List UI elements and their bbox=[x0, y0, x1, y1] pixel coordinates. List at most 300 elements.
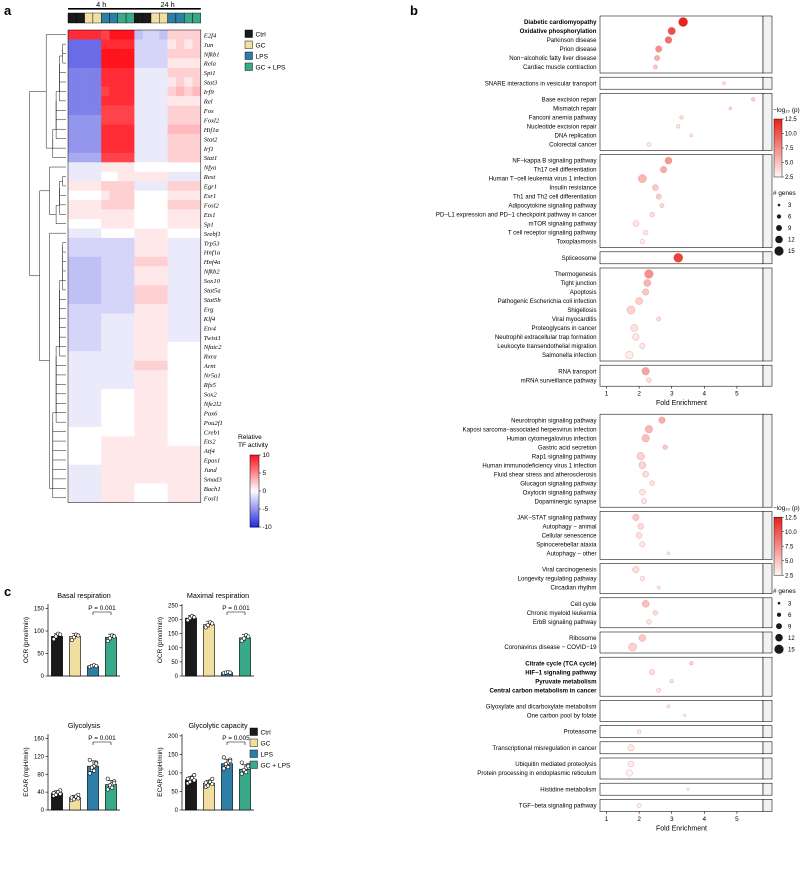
heatmap-cell bbox=[126, 446, 135, 456]
heatmap-cell bbox=[193, 106, 202, 116]
heatmap-cell bbox=[176, 493, 185, 503]
kegg-term-label: mTOR signaling pathway bbox=[528, 220, 597, 228]
heatmap-cell bbox=[93, 96, 102, 106]
heatmap-cell bbox=[101, 68, 110, 78]
heatmap-cell bbox=[184, 408, 193, 418]
heatmap-cell bbox=[184, 314, 193, 324]
heatmap-cell bbox=[76, 228, 85, 238]
heatmap-cell bbox=[85, 210, 94, 220]
heatmap-cell bbox=[134, 143, 143, 153]
heatmap-cell bbox=[193, 285, 202, 295]
kegg-dot bbox=[642, 600, 649, 607]
heatmap-cell bbox=[176, 332, 185, 342]
kegg-block bbox=[600, 783, 772, 795]
legend-size-tick: 9 bbox=[788, 226, 792, 233]
heatmap-cell bbox=[134, 351, 143, 361]
tf-label: Hif1a bbox=[203, 126, 219, 134]
legend-label: GC + LPS bbox=[255, 64, 286, 72]
heatmap-cell bbox=[68, 474, 77, 484]
heatmap-cell bbox=[159, 228, 168, 238]
heatmap-cell bbox=[151, 408, 160, 418]
heatmap-cell bbox=[168, 96, 177, 106]
x-tick-label: 5 bbox=[735, 390, 739, 398]
kegg-dot bbox=[628, 761, 634, 767]
kegg-term-label: Central carbon metabolism in cancer bbox=[489, 687, 597, 695]
heatmap-cell bbox=[143, 257, 152, 267]
legend-size-dot bbox=[775, 236, 783, 244]
heatmap-cell bbox=[176, 484, 185, 494]
heatmap-cell bbox=[68, 68, 77, 78]
legend-pvalue-tick: 5.0 bbox=[785, 558, 794, 565]
heatmap-cell bbox=[151, 493, 160, 503]
heatmap-cell bbox=[134, 446, 143, 456]
y-tick-label: 0 bbox=[174, 808, 178, 815]
kegg-dot bbox=[652, 185, 658, 191]
heatmap-cell bbox=[176, 219, 185, 229]
kegg-term-label: Viral myocarditis bbox=[551, 316, 597, 324]
data-point bbox=[88, 772, 91, 775]
tf-label: Sp1 bbox=[203, 221, 214, 229]
kegg-dot bbox=[633, 334, 639, 340]
heatmap-cell bbox=[126, 134, 135, 144]
heatmap-cell bbox=[168, 493, 177, 503]
heatmap-cell bbox=[93, 172, 102, 182]
heatmap-cell bbox=[134, 219, 143, 229]
heatmap-cell bbox=[101, 389, 110, 399]
heatmap-cell bbox=[151, 68, 160, 78]
heatmap-cell bbox=[134, 87, 143, 97]
heatmap-cell bbox=[101, 125, 110, 135]
kegg-term-label: Leukocyte transendothelial migration bbox=[497, 343, 597, 351]
tf-label: Etv4 bbox=[203, 325, 216, 333]
heatmap-cell bbox=[76, 58, 85, 68]
column-group-swatch bbox=[176, 13, 184, 23]
heatmap-cell bbox=[151, 228, 160, 238]
heatmap-cell bbox=[143, 389, 152, 399]
heatmap-cell bbox=[110, 228, 119, 238]
kegg-dot bbox=[680, 116, 684, 120]
kegg-term-label: HIF−1 signaling pathway bbox=[525, 669, 597, 677]
colorbar-title: Relative bbox=[238, 434, 262, 441]
heatmap-cell bbox=[93, 332, 102, 342]
heatmap-cell bbox=[110, 465, 119, 475]
kegg-term-label: Non−alcoholic fatty liver disease bbox=[509, 55, 597, 63]
heatmap-cell bbox=[110, 191, 119, 201]
heatmap-cell bbox=[151, 266, 160, 276]
heatmap-cell bbox=[184, 87, 193, 97]
legend-swatch-gc bbox=[250, 739, 258, 747]
tf-label: Pax6 bbox=[203, 410, 218, 418]
heatmap-cell bbox=[101, 143, 110, 153]
heatmap-cell bbox=[85, 446, 94, 456]
heatmap-cell bbox=[193, 134, 202, 144]
kegg-dot bbox=[647, 619, 652, 624]
legend-size-dot bbox=[776, 225, 782, 231]
kegg-term-label: Base excision repair bbox=[541, 96, 597, 104]
heatmap-cell bbox=[184, 276, 193, 286]
heatmap-cell bbox=[118, 134, 127, 144]
data-point bbox=[224, 762, 227, 765]
heatmap-cell bbox=[76, 436, 85, 446]
heatmap-cell bbox=[76, 389, 85, 399]
heatmap-cell bbox=[184, 153, 193, 163]
y-tick-label: 100 bbox=[167, 771, 178, 778]
y-tick-label: 40 bbox=[37, 790, 44, 797]
kegg-term-label: Toxoplasmosis bbox=[556, 238, 597, 246]
legend-label: GC bbox=[255, 42, 266, 50]
heatmap-cell bbox=[159, 96, 168, 106]
heatmap-cell bbox=[93, 134, 102, 144]
heatmap-cell bbox=[76, 323, 85, 333]
heatmap-cell bbox=[76, 465, 85, 475]
heatmap-cell bbox=[118, 417, 127, 427]
heatmap-cell bbox=[76, 247, 85, 257]
data-point bbox=[211, 782, 214, 785]
heatmap-cell bbox=[110, 493, 119, 503]
heatmap-cell bbox=[159, 484, 168, 494]
legend-size-dot bbox=[778, 204, 781, 207]
column-group-swatch bbox=[118, 13, 126, 23]
legend-size-tick: 6 bbox=[788, 612, 792, 619]
heatmap-cell bbox=[176, 304, 185, 314]
tf-label: Ets1 bbox=[203, 211, 216, 219]
kegg-dot bbox=[655, 46, 661, 52]
y-tick-label: 0 bbox=[174, 674, 178, 681]
kegg-term-label: Oxytocin signaling pathway bbox=[522, 489, 597, 497]
heatmap-cell bbox=[143, 106, 152, 116]
heatmap-cell bbox=[168, 162, 177, 172]
heatmap-cell bbox=[193, 408, 202, 418]
kegg-dot bbox=[638, 523, 644, 529]
heatmap-cell bbox=[193, 370, 202, 380]
kegg-dot bbox=[654, 55, 659, 60]
kegg-dot bbox=[657, 688, 661, 692]
heatmap-cell bbox=[110, 314, 119, 324]
heatmap-cell bbox=[85, 153, 94, 163]
heatmap-cell bbox=[168, 125, 177, 135]
heatmap-cell bbox=[193, 295, 202, 305]
heatmap-cell bbox=[193, 361, 202, 371]
heatmap-cell bbox=[68, 200, 77, 210]
heatmap-cell bbox=[193, 332, 202, 342]
heatmap-cell bbox=[101, 285, 110, 295]
panel-b-dotplot bbox=[408, 0, 800, 869]
heatmap-cell bbox=[101, 191, 110, 201]
heatmap-cell bbox=[151, 370, 160, 380]
heatmap-cell bbox=[85, 417, 94, 427]
heatmap-cell bbox=[93, 484, 102, 494]
heatmap-cell bbox=[110, 455, 119, 465]
heatmap-cell bbox=[134, 181, 143, 191]
kegg-dot bbox=[633, 221, 639, 227]
tf-label: Fos bbox=[203, 107, 214, 115]
heatmap-cell bbox=[159, 493, 168, 503]
heatmap-cell bbox=[159, 446, 168, 456]
heatmap-cell bbox=[143, 96, 152, 106]
heatmap-cell bbox=[143, 125, 152, 135]
x-tick-label: 4 bbox=[702, 390, 707, 398]
heatmap-cell bbox=[93, 68, 102, 78]
tf-label: Nfe2l2 bbox=[203, 400, 222, 408]
heatmap-cell bbox=[193, 219, 202, 229]
kegg-block bbox=[600, 726, 772, 738]
heatmap-cell bbox=[126, 191, 135, 201]
colorbar-tick: -10 bbox=[262, 524, 272, 532]
heatmap-cell bbox=[168, 399, 177, 409]
heatmap-cell bbox=[159, 380, 168, 390]
heatmap-cell bbox=[168, 380, 177, 390]
heatmap-cell bbox=[93, 162, 102, 172]
heatmap-cell bbox=[184, 125, 193, 135]
heatmap-cell bbox=[168, 474, 177, 484]
y-tick-label: 0 bbox=[40, 808, 44, 815]
heatmap-cell bbox=[184, 68, 193, 78]
tf-label: Nfatc2 bbox=[203, 344, 222, 352]
heatmap-cell bbox=[76, 115, 85, 125]
heatmap-cell bbox=[126, 493, 135, 503]
heatmap-cell bbox=[118, 380, 127, 390]
heatmap-cell bbox=[184, 295, 193, 305]
heatmap-cell bbox=[143, 446, 152, 456]
kegg-block bbox=[600, 700, 772, 721]
heatmap-cell bbox=[126, 408, 135, 418]
kegg-dot bbox=[640, 576, 645, 581]
heatmap-cell bbox=[110, 484, 119, 494]
heatmap-cell bbox=[159, 417, 168, 427]
heatmap-cell bbox=[134, 484, 143, 494]
heatmap-cell bbox=[184, 143, 193, 153]
heatmap-cell bbox=[93, 465, 102, 475]
legend-size-tick: 6 bbox=[788, 214, 792, 221]
heatmap-cell bbox=[184, 238, 193, 248]
legend-size-tick: 3 bbox=[788, 203, 792, 210]
column-group-swatch bbox=[159, 13, 167, 23]
heatmap-cell bbox=[134, 96, 143, 106]
heatmap-cell bbox=[151, 332, 160, 342]
heatmap-cell bbox=[101, 323, 110, 333]
heatmap-cell bbox=[126, 30, 135, 40]
heatmap-cell bbox=[126, 342, 135, 352]
kegg-dot bbox=[660, 203, 664, 207]
heatmap-cell bbox=[176, 399, 185, 409]
heatmap-cell bbox=[85, 436, 94, 446]
heatmap-cell bbox=[126, 238, 135, 248]
heatmap-cell bbox=[68, 323, 77, 333]
heatmap-cell bbox=[93, 257, 102, 267]
kegg-dot bbox=[653, 610, 658, 615]
heatmap-cell bbox=[159, 134, 168, 144]
heatmap-cell bbox=[93, 200, 102, 210]
heatmap-cell bbox=[76, 380, 85, 390]
heatmap-cell bbox=[101, 106, 110, 116]
kegg-dot bbox=[667, 705, 670, 708]
heatmap-cell bbox=[134, 474, 143, 484]
kegg-term-label: DNA replication bbox=[554, 132, 597, 140]
heatmap-cell bbox=[184, 39, 193, 49]
heatmap-cell bbox=[68, 304, 77, 314]
heatmap-cell bbox=[126, 39, 135, 49]
heatmap-cell bbox=[118, 39, 127, 49]
tf-label: Rel bbox=[203, 98, 213, 106]
heatmap-cell bbox=[126, 125, 135, 135]
heatmap-cell bbox=[110, 342, 119, 352]
heatmap-cell bbox=[159, 87, 168, 97]
panel-c-letter: c bbox=[4, 584, 12, 599]
heatmap-cell bbox=[151, 351, 160, 361]
heatmap-cell bbox=[76, 96, 85, 106]
legend-size-dot bbox=[777, 214, 781, 218]
legend-size-tick: 15 bbox=[788, 249, 795, 256]
heatmap-cell bbox=[118, 257, 127, 267]
y-tick-label: 50 bbox=[171, 789, 178, 796]
kegg-dot bbox=[637, 452, 645, 460]
heatmap-cell bbox=[176, 200, 185, 210]
column-group-swatch bbox=[68, 13, 76, 23]
heatmap-cell bbox=[184, 266, 193, 276]
kegg-term-label: Rap1 signaling pathway bbox=[531, 453, 597, 461]
kegg-dot bbox=[636, 298, 643, 305]
heatmap-cell bbox=[193, 172, 202, 182]
heatmap-cell bbox=[151, 276, 160, 286]
heatmap-cell bbox=[168, 323, 177, 333]
heatmap-cell bbox=[176, 30, 185, 40]
legend-size-title: # genes bbox=[773, 190, 796, 197]
tf-label: Rxra bbox=[203, 353, 217, 361]
y-tick-label: 100 bbox=[33, 629, 44, 636]
heatmap-cell bbox=[193, 427, 202, 437]
kegg-term-label: Fluid shear stress and atherosclerosis bbox=[493, 471, 597, 479]
heatmap-cell bbox=[184, 399, 193, 409]
heatmap-cell bbox=[93, 228, 102, 238]
heatmap-cell bbox=[143, 427, 152, 437]
chart-title: Glycolytic capacity bbox=[188, 721, 248, 730]
panel-a-svg bbox=[0, 0, 286, 580]
heatmap-cell bbox=[134, 153, 143, 163]
heatmap-cell bbox=[76, 332, 85, 342]
x-tick-label: 3 bbox=[669, 390, 674, 398]
heatmap-cell bbox=[68, 436, 77, 446]
heatmap-cell bbox=[134, 342, 143, 352]
heatmap-cell bbox=[134, 323, 143, 333]
heatmap-cell bbox=[76, 134, 85, 144]
heatmap-cell bbox=[143, 417, 152, 427]
heatmap-cell bbox=[68, 389, 77, 399]
heatmap-cell bbox=[159, 399, 168, 409]
heatmap-cell bbox=[76, 77, 85, 87]
heatmap-cell bbox=[168, 49, 177, 59]
kegg-block bbox=[600, 657, 772, 696]
heatmap-cell bbox=[68, 30, 77, 40]
legend-pvalue-tick: 10.0 bbox=[785, 529, 797, 536]
data-point bbox=[77, 634, 80, 637]
heatmap-cell bbox=[126, 370, 135, 380]
heatmap-cell bbox=[193, 125, 202, 135]
heatmap-cell bbox=[85, 323, 94, 333]
heatmap-cell bbox=[168, 115, 177, 125]
heatmap-cell bbox=[68, 446, 77, 456]
heatmap-cell bbox=[134, 427, 143, 437]
heatmap-cell bbox=[176, 370, 185, 380]
heatmap-cell bbox=[151, 191, 160, 201]
heatmap-cell bbox=[159, 247, 168, 257]
heatmap-cell bbox=[143, 455, 152, 465]
heatmap-cell bbox=[143, 200, 152, 210]
kegg-term-label: Human T−cell leukemia virus 1 infection bbox=[488, 175, 597, 183]
heatmap-cell bbox=[159, 455, 168, 465]
heatmap-cell bbox=[184, 49, 193, 59]
heatmap-cell bbox=[110, 219, 119, 229]
kegg-term-label: One carbon pool by folate bbox=[526, 712, 597, 720]
legend-size-tick: 12 bbox=[788, 635, 795, 642]
heatmap-cell bbox=[193, 96, 202, 106]
heatmap-cell bbox=[85, 219, 94, 229]
heatmap-cell bbox=[93, 304, 102, 314]
tf-label: Hnf1a bbox=[203, 249, 221, 257]
tf-label: Stat3 bbox=[203, 79, 218, 87]
heatmap-cell bbox=[184, 351, 193, 361]
time-group-label: 4 h bbox=[96, 0, 107, 9]
heatmap-cell bbox=[126, 228, 135, 238]
kegg-dot bbox=[665, 157, 672, 164]
y-tick-label: 200 bbox=[167, 733, 178, 740]
tf-label: Pou2f1 bbox=[203, 419, 223, 427]
bar bbox=[203, 625, 214, 676]
kegg-term-label: Neurotrophin signaling pathway bbox=[511, 417, 597, 425]
heatmap-cell bbox=[159, 125, 168, 135]
kegg-term-label: Insulin resistance bbox=[549, 184, 597, 192]
tf-label: Creb1 bbox=[203, 429, 221, 437]
heatmap-cell bbox=[126, 436, 135, 446]
heatmap-cell bbox=[101, 266, 110, 276]
kegg-term-label: Nucleotide excision repair bbox=[526, 123, 597, 131]
heatmap-cell bbox=[176, 125, 185, 135]
kegg-term-label: Pyruvate metabolism bbox=[535, 678, 597, 686]
kegg-block bbox=[600, 77, 772, 89]
heatmap-cell bbox=[76, 427, 85, 437]
heatmap-cell bbox=[168, 408, 177, 418]
heatmap-cell bbox=[101, 115, 110, 125]
heatmap-cell bbox=[93, 30, 102, 40]
heatmap-cell bbox=[68, 96, 77, 106]
heatmap-cell bbox=[118, 96, 127, 106]
colorbar-subtitle: TF activity bbox=[238, 442, 269, 449]
tf-label: Rela bbox=[203, 60, 216, 68]
heatmap-cell bbox=[176, 465, 185, 475]
kegg-dot bbox=[683, 714, 686, 717]
heatmap-cell bbox=[68, 181, 77, 191]
heatmap-cell bbox=[159, 304, 168, 314]
heatmap-cell bbox=[68, 380, 77, 390]
heatmap-cell bbox=[110, 276, 119, 286]
kegg-term-label: Tight junction bbox=[560, 280, 597, 288]
heatmap-cell bbox=[168, 370, 177, 380]
heatmap-cell bbox=[176, 323, 185, 333]
tf-label: Jund bbox=[203, 467, 217, 475]
kegg-dot bbox=[665, 37, 672, 44]
heatmap-cell bbox=[101, 219, 110, 229]
data-point bbox=[211, 777, 214, 780]
kegg-block bbox=[600, 758, 772, 779]
heatmap-cell bbox=[159, 30, 168, 40]
heatmap-cell bbox=[184, 493, 193, 503]
heatmap-cell bbox=[110, 427, 119, 437]
heatmap-cell bbox=[101, 436, 110, 446]
tf-label: Sox10 bbox=[203, 278, 220, 286]
heatmap-cell bbox=[76, 219, 85, 229]
heatmap-cell bbox=[168, 342, 177, 352]
y-tick-label: 50 bbox=[37, 651, 44, 658]
column-group-swatch bbox=[151, 13, 159, 23]
